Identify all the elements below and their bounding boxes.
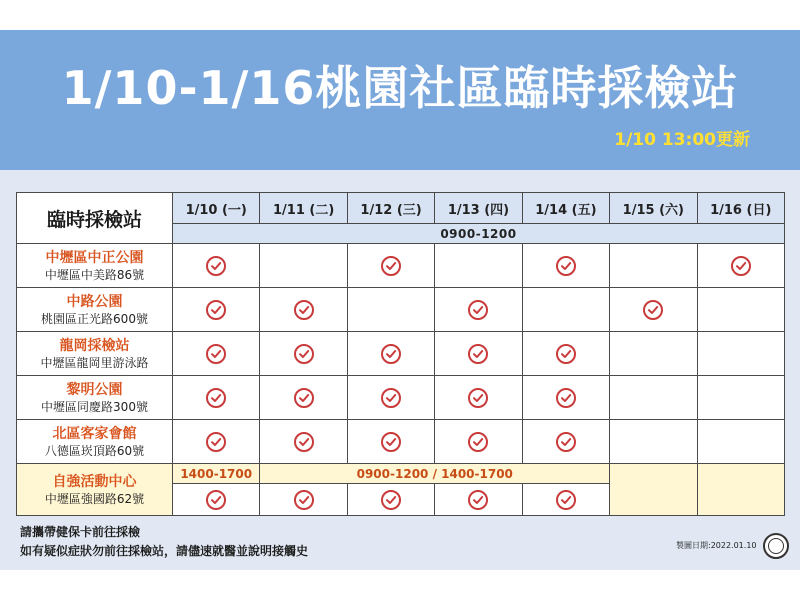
common-hours: 0900-1200	[173, 224, 785, 244]
day-cell	[173, 288, 260, 332]
day-cell	[522, 244, 609, 288]
notes	[20, 523, 308, 561]
check-circle-icon	[294, 300, 314, 320]
day-cell	[435, 288, 522, 332]
site-name: 中壢區中正公園	[45, 249, 144, 266]
day-cell	[697, 420, 784, 464]
day-cell	[697, 376, 784, 420]
day-cell	[435, 244, 522, 288]
day-header: 1/13 (四)	[435, 193, 522, 224]
day-cell	[347, 484, 434, 516]
day-header: 1/10 (一)	[173, 193, 260, 224]
day-cell	[173, 420, 260, 464]
check-circle-icon	[556, 344, 576, 364]
check-circle-icon	[556, 490, 576, 510]
check-circle-icon	[468, 490, 488, 510]
page-title: 1/10-1/16桃園社區臨時採檢站	[61, 61, 739, 115]
site-address: 中壢區同慶路300號	[41, 399, 148, 414]
check-circle-icon	[206, 432, 226, 452]
site-cell	[17, 464, 173, 516]
day-header: 1/15 (六)	[610, 193, 697, 224]
check-circle-icon	[381, 388, 401, 408]
check-circle-icon	[381, 256, 401, 276]
day-cell	[522, 332, 609, 376]
check-circle-icon	[468, 300, 488, 320]
check-circle-icon	[468, 388, 488, 408]
day-cell	[610, 464, 697, 516]
site-cell	[17, 376, 173, 420]
day-cell	[610, 332, 697, 376]
day-cell	[260, 244, 347, 288]
table-row	[17, 288, 785, 332]
made-date: 製圖日期:2022.01.10	[676, 541, 757, 550]
day-cell	[173, 244, 260, 288]
day-cell	[260, 376, 347, 420]
table-row	[17, 376, 785, 420]
check-circle-icon	[643, 300, 663, 320]
day-cell	[347, 332, 434, 376]
check-circle-icon	[294, 490, 314, 510]
day-cell	[610, 288, 697, 332]
day-cell	[522, 376, 609, 420]
day-cell	[610, 376, 697, 420]
updated-time: 1/10 13:00更新	[614, 130, 750, 150]
day-cell	[435, 420, 522, 464]
check-circle-icon	[468, 344, 488, 364]
day-cell	[610, 244, 697, 288]
check-circle-icon	[381, 344, 401, 364]
day-cell	[347, 244, 434, 288]
site-name: 北區客家會館	[52, 425, 137, 442]
site-name: 中路公園	[66, 293, 123, 310]
day-cell	[522, 484, 609, 516]
schedule-table	[16, 192, 785, 516]
site-cell	[17, 420, 173, 464]
day-cell	[260, 484, 347, 516]
check-circle-icon	[206, 300, 226, 320]
day-cell	[173, 332, 260, 376]
check-circle-icon	[381, 432, 401, 452]
day-cell	[347, 376, 434, 420]
day-cell	[435, 484, 522, 516]
city-seal-icon	[763, 533, 789, 559]
day-cell	[260, 420, 347, 464]
table-row	[17, 420, 785, 464]
day-cell	[173, 484, 260, 516]
check-circle-icon	[556, 256, 576, 276]
check-circle-icon	[206, 344, 226, 364]
day-cell	[260, 332, 347, 376]
day-cell	[347, 288, 434, 332]
table-row	[17, 464, 785, 484]
note-line: 請攜帶健保卡前往採檢	[20, 525, 141, 539]
day-cell	[697, 332, 784, 376]
check-circle-icon	[294, 432, 314, 452]
note-line: 如有疑似症狀勿前往採檢站，請儘速就醫並說明接觸史	[20, 544, 309, 558]
site-address: 桃園區正光路600號	[41, 311, 148, 326]
day-header: 1/14 (五)	[522, 193, 609, 224]
site-address: 中壢區中美路86號	[44, 267, 145, 282]
special-hours-rest: 0900-1200 / 1400-1700	[260, 464, 610, 484]
day-header: 1/16 (日)	[697, 193, 784, 224]
check-circle-icon	[294, 388, 314, 408]
check-circle-icon	[556, 388, 576, 408]
day-cell	[697, 244, 784, 288]
day-cell	[522, 420, 609, 464]
special-hours-first: 1400-1700	[173, 464, 260, 484]
day-cell	[260, 288, 347, 332]
day-cell	[347, 420, 434, 464]
day-cell	[610, 420, 697, 464]
day-cell	[697, 288, 784, 332]
day-header: 1/11 (二)	[260, 193, 347, 224]
check-circle-icon	[206, 256, 226, 276]
day-cell	[435, 376, 522, 420]
site-name: 龍岡採檢站	[59, 337, 130, 354]
day-cell	[522, 288, 609, 332]
site-cell	[17, 244, 173, 288]
check-circle-icon	[381, 490, 401, 510]
day-cell	[697, 464, 784, 516]
site-cell	[17, 288, 173, 332]
site-address: 中壢區強國路62號	[44, 491, 145, 506]
day-cell	[435, 332, 522, 376]
site-cell	[17, 332, 173, 376]
table-row	[17, 332, 785, 376]
check-circle-icon	[556, 432, 576, 452]
column-header-site: 臨時採檢站	[17, 193, 173, 244]
day-header: 1/12 (三)	[347, 193, 434, 224]
site-address: 中壢區龍岡里游泳路	[40, 355, 149, 370]
check-circle-icon	[206, 490, 226, 510]
day-cell	[173, 376, 260, 420]
check-circle-icon	[468, 432, 488, 452]
table-row	[17, 244, 785, 288]
site-address: 八德區崁頂路60號	[44, 443, 145, 458]
check-circle-icon	[206, 388, 226, 408]
site-name: 自強活動中心	[52, 473, 137, 490]
check-circle-icon	[731, 256, 751, 276]
site-name: 黎明公園	[66, 381, 123, 398]
check-circle-icon	[294, 344, 314, 364]
